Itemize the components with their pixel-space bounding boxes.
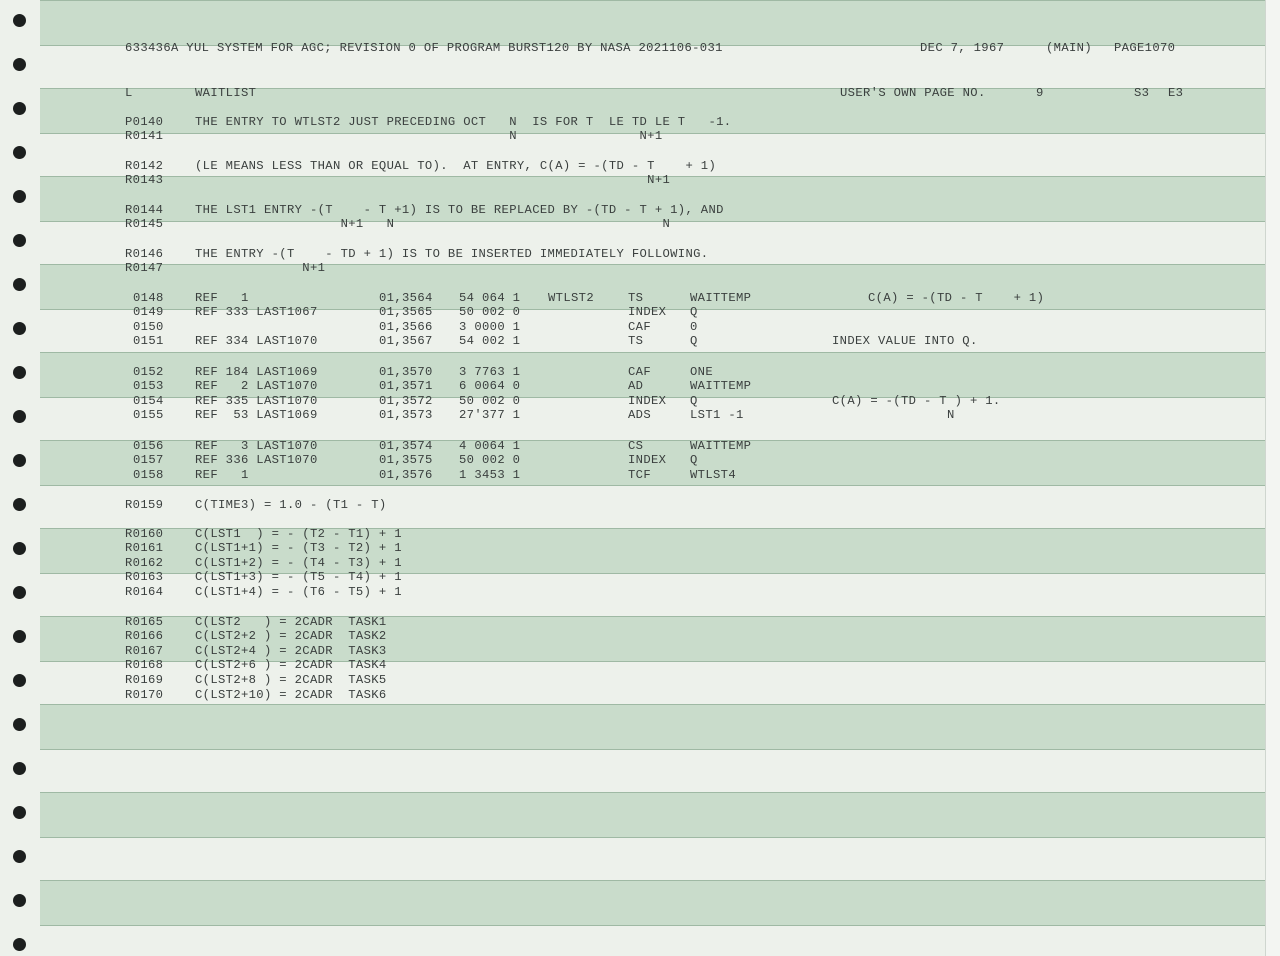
operand-field: WAITTEMP: [690, 379, 752, 393]
line-id: R0167: [125, 644, 164, 658]
operand-field: Q: [690, 334, 698, 348]
address-field: 01,3574: [379, 439, 433, 453]
opcode-field: TS: [628, 291, 644, 305]
ref-field: REF 336 LAST1070: [195, 453, 318, 467]
line-id: R0160: [125, 527, 164, 541]
address-field: 01,3573: [379, 408, 433, 422]
code-line: [0, 408, 1280, 422]
line-id: 0153: [133, 379, 164, 393]
line-id: R0161: [125, 541, 164, 555]
address-field: 01,3567: [379, 334, 433, 348]
comment-line: [0, 129, 1280, 143]
users-page-number: 9: [1036, 86, 1044, 100]
operand-field: Q: [690, 305, 698, 319]
line-id: R0143: [125, 173, 164, 187]
remark-line: [0, 673, 1280, 687]
line-id: R0159: [125, 498, 164, 512]
sprocket-hole: [13, 14, 26, 27]
operand-field: WAITTEMP: [690, 291, 752, 305]
line-id: 0152: [133, 365, 164, 379]
line-id: P0140: [125, 115, 164, 129]
opcode-field: CAF: [628, 320, 651, 334]
opcode-field: INDEX: [628, 305, 667, 319]
comment-line: [0, 115, 1280, 129]
remark-line: [0, 541, 1280, 555]
remark-text: C(LST1+3) = - (T5 - T4) + 1: [195, 570, 402, 584]
operand-field: WAITTEMP: [690, 439, 752, 453]
opcode-field: INDEX: [628, 453, 667, 467]
users-page-label: USER'S OWN PAGE NO.: [840, 86, 986, 100]
comment-text: (LE MEANS LESS THAN OR EQUAL TO). AT ENTRY, C(A) = -(TD - T + 1): [195, 159, 717, 173]
opcode-field: ADS: [628, 408, 651, 422]
address-field: 01,3566: [379, 320, 433, 334]
comment-line: [0, 203, 1280, 217]
line-id: 0154: [133, 394, 164, 408]
comment-text: THE ENTRY TO WTLST2 JUST PRECEDING OCT N IS FOR T LE TD LE T -1.: [195, 115, 732, 129]
line-id: R0169: [125, 673, 164, 687]
octal-field: 54 002 1: [459, 334, 521, 348]
remark-text: C(LST1+4) = - (T6 - T5) + 1: [195, 585, 402, 599]
ref-field: REF 3 LAST1070: [195, 439, 318, 453]
line-id: R0142: [125, 159, 164, 173]
line-id: R0145: [125, 217, 164, 231]
ref-field: REF 1: [195, 468, 249, 482]
column-marker: L: [125, 86, 133, 100]
comment-line: [0, 217, 1280, 231]
address-field: 01,3575: [379, 453, 433, 467]
remark-text: C(LST2+4 ) = 2CADR TASK3: [195, 644, 387, 658]
remark-field: C(A) = -(TD - T ) + 1.: [832, 394, 1001, 408]
remark-line: [0, 585, 1280, 599]
paper-band: [40, 792, 1266, 838]
code-s3: S3: [1134, 86, 1150, 100]
ref-field: REF 184 LAST1069: [195, 365, 318, 379]
sprocket-hole: [13, 806, 26, 819]
line-id: R0163: [125, 570, 164, 584]
remark-line: [0, 629, 1280, 643]
remark-line: [0, 658, 1280, 672]
ref-field: REF 333 LAST1067: [195, 305, 318, 319]
ref-field: REF 1: [195, 291, 249, 305]
code-line: [0, 305, 1280, 319]
comment-text: N N+1: [195, 129, 663, 143]
line-id: 0156: [133, 439, 164, 453]
code-line: [0, 291, 1280, 305]
comment-text: N+1: [195, 261, 326, 275]
code-e3: E3: [1168, 86, 1184, 100]
octal-field: 27'377 1: [459, 408, 521, 422]
remark-line: [0, 527, 1280, 541]
remark-text: C(TIME3) = 1.0 - (T1 - T): [195, 498, 387, 512]
octal-field: 3 0000 1: [459, 320, 521, 334]
line-id: 0149: [133, 305, 164, 319]
symbol-field: WTLST2: [548, 291, 594, 305]
comment-text: N+1 N N: [195, 217, 671, 231]
line-id: 0150: [133, 320, 164, 334]
operand-field: WTLST4: [690, 468, 736, 482]
code-line: [0, 439, 1280, 453]
address-field: 01,3564: [379, 291, 433, 305]
opcode-field: TS: [628, 334, 644, 348]
line-id: R0164: [125, 585, 164, 599]
octal-field: 3 7763 1: [459, 365, 521, 379]
line-id: R0165: [125, 615, 164, 629]
code-line: [0, 468, 1280, 482]
line-id: R0162: [125, 556, 164, 570]
address-field: 01,3571: [379, 379, 433, 393]
remark-line: [0, 615, 1280, 629]
line-id: R0168: [125, 658, 164, 672]
remark-field: C(A) = -(TD - T + 1): [868, 291, 1045, 305]
ref-field: REF 53 LAST1069: [195, 408, 318, 422]
octal-field: 50 002 0: [459, 305, 521, 319]
remark-text: C(LST2+2 ) = 2CADR TASK2: [195, 629, 387, 643]
remark-field: INDEX VALUE INTO Q.: [832, 334, 978, 348]
opcode-field: CS: [628, 439, 644, 453]
sprocket-hole: [13, 850, 26, 863]
line-id: R0146: [125, 247, 164, 261]
octal-field: 6 0064 0: [459, 379, 521, 393]
log-section-header: [0, 86, 1280, 100]
comment-line: [0, 247, 1280, 261]
ref-field: REF 335 LAST1070: [195, 394, 318, 408]
operand-field: ONE: [690, 365, 713, 379]
remark-text: C(LST2+10) = 2CADR TASK6: [195, 688, 387, 702]
paper-band: [40, 880, 1266, 926]
paper-band: [40, 704, 1266, 750]
page-title: 633436A YUL SYSTEM FOR AGC; REVISION 0 OF PROGRAM BURST120 BY NASA 2021106-031: [125, 41, 723, 55]
remark-text: C(LST2+8 ) = 2CADR TASK5: [195, 673, 387, 687]
operand-field: 0: [690, 320, 698, 334]
opcode-field: INDEX: [628, 394, 667, 408]
comment-text: N+1: [195, 173, 671, 187]
remark-text: C(LST2+6 ) = 2CADR TASK4: [195, 658, 387, 672]
remark-text: C(LST1+1) = - (T3 - T2) + 1: [195, 541, 402, 555]
remark-text: C(LST1 ) = - (T2 - T1) + 1: [195, 527, 402, 541]
remark-text: C(LST1+2) = - (T4 - T3) + 1: [195, 556, 402, 570]
code-line: [0, 453, 1280, 467]
remark-text: C(LST2 ) = 2CADR TASK1: [195, 615, 387, 629]
section-label: (MAIN): [1046, 41, 1092, 55]
address-field: 01,3572: [379, 394, 433, 408]
remark-line: [0, 556, 1280, 570]
line-id: R0170: [125, 688, 164, 702]
line-id: 0157: [133, 453, 164, 467]
line-id: 0151: [133, 334, 164, 348]
code-line: [0, 379, 1280, 393]
remark-line: [0, 644, 1280, 658]
print-date: DEC 7, 1967: [920, 41, 1005, 55]
comment-line: [0, 173, 1280, 187]
sprocket-hole: [13, 762, 26, 775]
remark-line: [0, 498, 1280, 512]
line-id: 0158: [133, 468, 164, 482]
line-id: R0147: [125, 261, 164, 275]
sprocket-hole: [13, 894, 26, 907]
octal-field: 1 3453 1: [459, 468, 521, 482]
code-line: [0, 365, 1280, 379]
operand-field: LST1 -1: [690, 408, 744, 422]
opcode-field: AD: [628, 379, 644, 393]
line-id: 0148: [133, 291, 164, 305]
octal-field: 54 064 1: [459, 291, 521, 305]
page-number: PAGE1070: [1114, 41, 1176, 55]
comment-text: THE LST1 ENTRY -(T - T +1) IS TO BE REPLACED BY -(TD - T + 1), AND: [195, 203, 724, 217]
comment-text: THE ENTRY -(T - TD + 1) IS TO BE INSERTED IMMEDIATELY FOLLOWING.: [195, 247, 709, 261]
operand-field: Q: [690, 453, 698, 467]
comment-line: [0, 261, 1280, 275]
code-line: [0, 394, 1280, 408]
remark-line: [0, 688, 1280, 702]
octal-field: 4 0064 1: [459, 439, 521, 453]
line-id: R0166: [125, 629, 164, 643]
ref-field: REF 2 LAST1070: [195, 379, 318, 393]
sprocket-hole: [13, 938, 26, 951]
address-field: 01,3565: [379, 305, 433, 319]
line-id: 0155: [133, 408, 164, 422]
comment-line: [0, 159, 1280, 173]
paper-band: [40, 0, 1266, 46]
opcode-field: CAF: [628, 365, 651, 379]
address-field: 01,3576: [379, 468, 433, 482]
page-header: [0, 41, 1280, 55]
operand-field: Q: [690, 394, 698, 408]
line-id: R0144: [125, 203, 164, 217]
ref-field: REF 334 LAST1070: [195, 334, 318, 348]
code-line: [0, 334, 1280, 348]
remark-field: N: [832, 408, 955, 422]
address-field: 01,3570: [379, 365, 433, 379]
remark-line: [0, 570, 1280, 584]
log-section-name: WAITLIST: [195, 86, 257, 100]
octal-field: 50 002 0: [459, 453, 521, 467]
octal-field: 50 002 0: [459, 394, 521, 408]
opcode-field: TCF: [628, 468, 651, 482]
code-line: [0, 320, 1280, 334]
line-id: R0141: [125, 129, 164, 143]
